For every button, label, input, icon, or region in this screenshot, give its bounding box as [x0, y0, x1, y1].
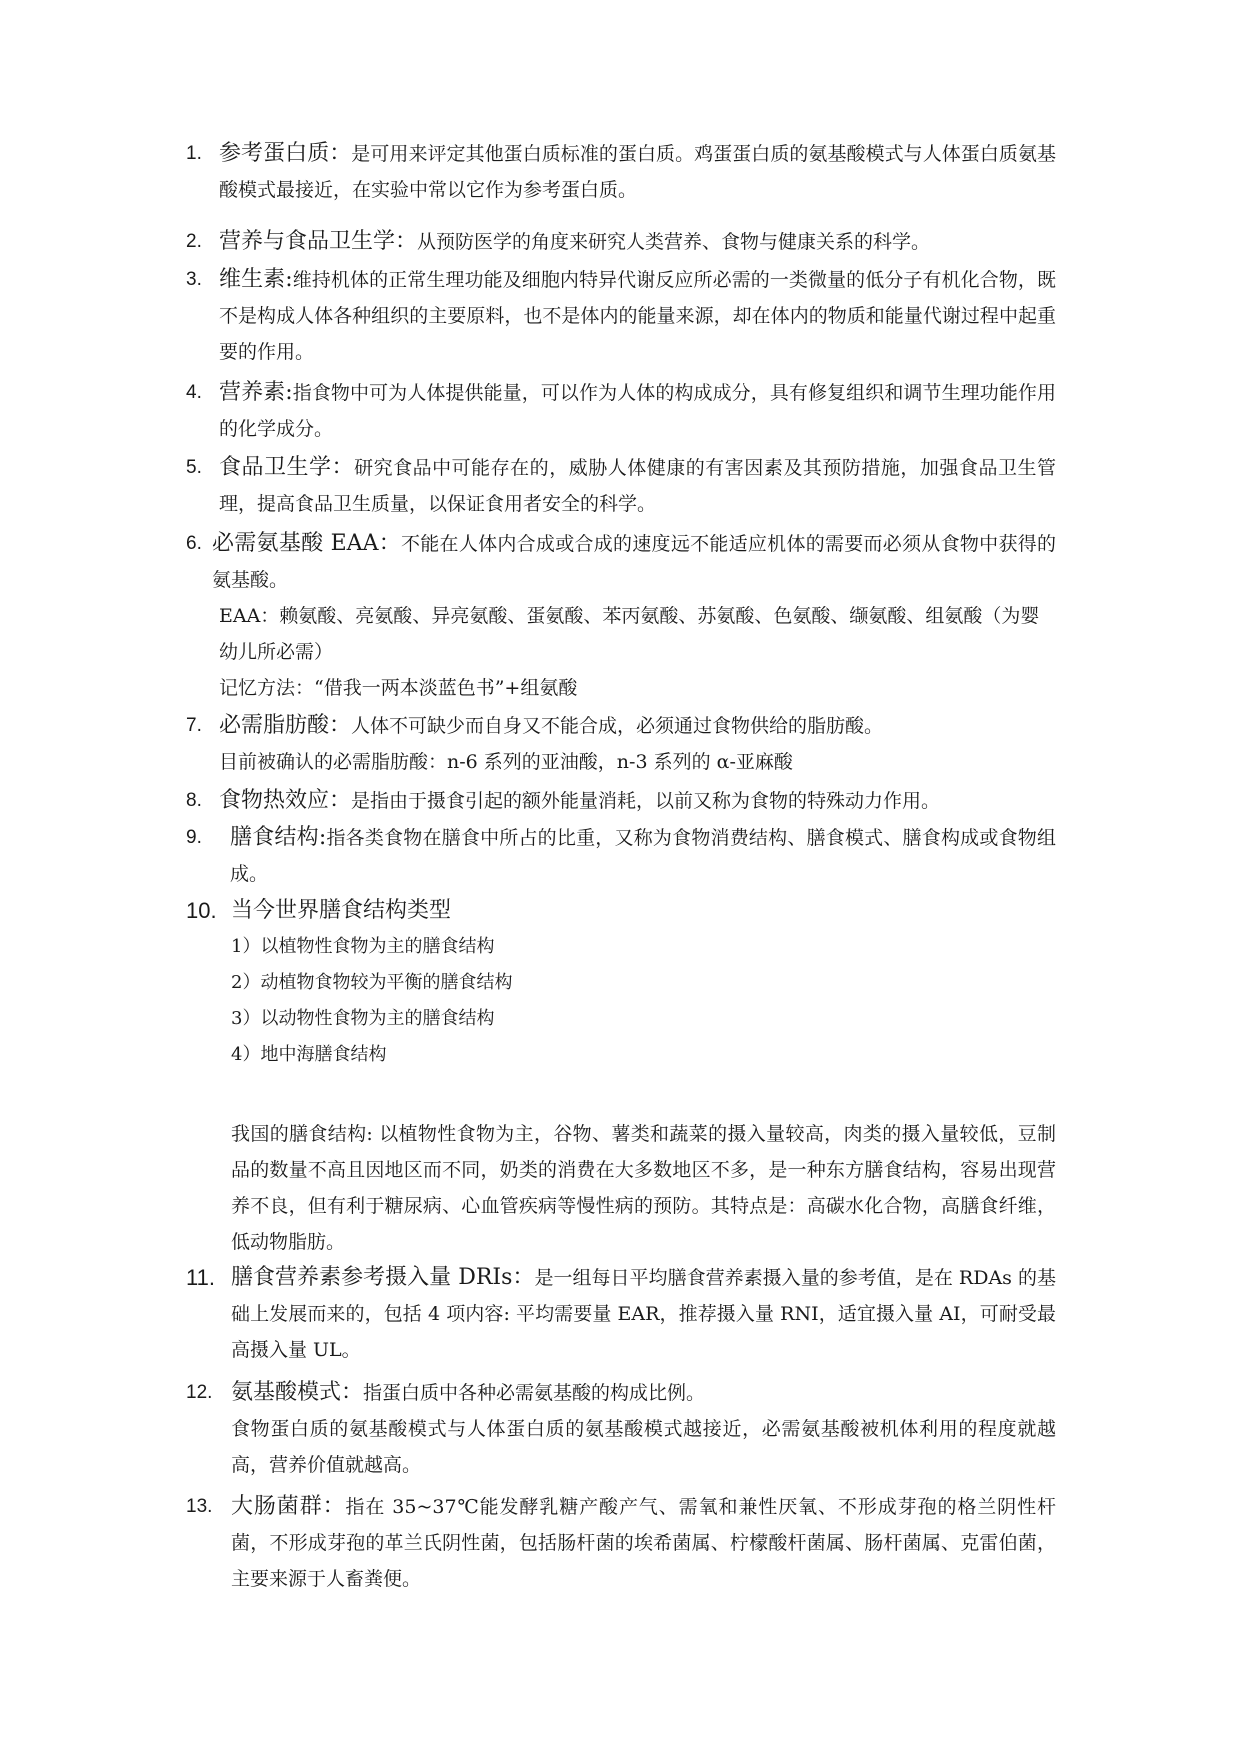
item-term: 食品卫生学： [219, 455, 355, 480]
item-text: 指各类食物在膳食中所占的比重，又称为食物消费结构、膳食模式、膳食构成或食物组成。 [230, 827, 1056, 885]
item-text: 是可用来评定其他蛋白质标准的蛋白质。鸡蛋蛋白质的氨基酸模式与人体蛋白质氨基酸模式最接近，在实验中常以它作为参考蛋白质。 [219, 143, 1056, 201]
item-term: 必需氨基酸 EAA： [212, 531, 402, 556]
list-item: 1）以植物性食物为主的膳食结构 [231, 936, 495, 957]
item-term: 膳食结构: [230, 825, 327, 850]
item-term: 营养素: [219, 380, 293, 405]
diet-type-list [186, 929, 1056, 1073]
item-number: 6. [186, 533, 202, 554]
definition-item [186, 375, 1056, 447]
definition-item [186, 783, 1056, 819]
list-item: 2）动植物食物较为平衡的膳食结构 [231, 972, 513, 993]
definition-item [186, 893, 1056, 1073]
item-term: 当今世界膳食结构类型 [231, 898, 452, 923]
item-number: 13. [186, 1496, 213, 1517]
item-term: 必需脂肪酸： [219, 713, 352, 738]
amino-acid-note: 食物蛋白质的氨基酸模式与人体蛋白质的氨基酸模式越接近，必需氨基酸被机体利用的程度就越高，营养价值就越高。 [231, 1418, 1056, 1476]
definition-item [186, 224, 1056, 260]
item-number: 10. [186, 898, 217, 923]
definition-item [186, 262, 1056, 370]
definition-item [186, 1260, 1056, 1368]
item-text: 是一组每日平均膳食营养素摄入量的参考值，是在 RDAs 的基础上发展而来的，包括 4 项内容: 平均需要量 EAR，推荐摄入量 RNI，适宜摄入量 AI，可耐受最高摄入量 UL。 [231, 1267, 1057, 1361]
item-term: 营养与食品卫生学： [219, 229, 418, 254]
item-number: 2. [186, 231, 202, 252]
definition-item [186, 820, 1056, 892]
item-number: 11. [186, 1265, 215, 1290]
list-item: 4）地中海膳食结构 [231, 1044, 387, 1065]
item-number: 4. [186, 382, 202, 403]
fatty-acid-note: 目前被确认的必需脂肪酸：n-6 系列的亚油酸，n-3 系列的 α-亚麻酸 [219, 751, 793, 773]
item-text: 不能在人体内合成或合成的速度远不能适应机体的需要而必须从食物中获得的氨基酸。 [212, 533, 1056, 591]
item-number: 9. [186, 827, 202, 848]
item-text: 是指由于摄食引起的额外能量消耗，以前又称为食物的特殊动力作用。 [351, 790, 941, 812]
list-item: 3）以动物性食物为主的膳食结构 [231, 1008, 495, 1029]
definition-item [186, 450, 1056, 522]
item-term: 大肠菌群： [231, 1494, 346, 1519]
item-text: 维持机体的正常生理功能及细胞内特异代谢反应所必需的一类微量的低分子有机化合物，既不是构成人体各种组织的主要原料，也不是体内的能量来源，却在体内的物质和能量代谢过程中起重要的作用。 [219, 269, 1056, 363]
item-text: 从预防医学的角度来研究人类营养、食物与健康关系的科学。 [417, 231, 931, 253]
item-number: 3. [186, 269, 202, 290]
definition-item [186, 1375, 1056, 1483]
item-term: 参考蛋白质： [219, 141, 352, 166]
memory-tip: 记忆方法：“借我一两本淡蓝色书”+组氨酸 [219, 677, 578, 699]
item-text: 人体不可缺少而自身又不能合成，必须通过食物供给的脂肪酸。 [351, 715, 884, 737]
eaa-list: EAA：赖氨酸、亮氨酸、异亮氨酸、蛋氨酸、苯丙氨酸、苏氨酸、色氨酸、缬氨酸、组氨酸（为婴幼儿所必需） [219, 605, 1040, 663]
item-number: 7. [186, 715, 202, 736]
item-number: 12. [186, 1382, 213, 1403]
item-text: 指食物中可为人体提供能量，可以作为人体的构成成分，具有修复组织和调节生理功能作用的化学成分。 [219, 382, 1056, 440]
china-diet-paragraph: 我国的膳食结构: 以植物性食物为主，谷物、薯类和蔬菜的摄入量较高，肉类的摄入量较低，豆制品的数量不高且因地区而不同，奶类的消费在大多数地区不多，是一种东方膳食结构，容易出现营养不良，但有利于糖尿病、心血管疾病等慢性病的预防。其特点是：高碳水化合物，高膳食纤维，低动物脂肪。 [231, 1123, 1056, 1253]
item-number: 8. [186, 790, 202, 811]
item-text: 研究食品中可能存在的，威胁人体健康的有害因素及其预防措施，加强食品卫生管理，提高食品卫生质量，以保证食用者安全的科学。 [219, 457, 1056, 515]
item-number: 1. [186, 143, 202, 164]
item-term: 氨基酸模式： [231, 1380, 364, 1405]
item-text: 指蛋白质中各种必需氨基酸的构成比例。 [363, 1382, 706, 1404]
definition-item [186, 708, 1056, 780]
item-term: 食物热效应： [219, 788, 352, 813]
definition-item [186, 1489, 1056, 1597]
item-text: 指在 35~37℃能发酵乳糖产酸产气、需氧和兼性厌氧、不形成芽孢的格兰阴性杆菌，不形成芽孢的革兰氏阴性菌，包括肠杆菌的埃希菌属、柠檬酸杆菌属、肠杆菌属、克雷伯菌，主要来源于人畜粪便。 [231, 1496, 1056, 1590]
item-term: 维生素: [219, 267, 293, 292]
item-term: 膳食营养素参考摄入量 DRIs： [231, 1265, 535, 1290]
definition-item [186, 526, 1056, 706]
item-number: 5. [186, 457, 202, 478]
definition-item [186, 136, 1056, 208]
